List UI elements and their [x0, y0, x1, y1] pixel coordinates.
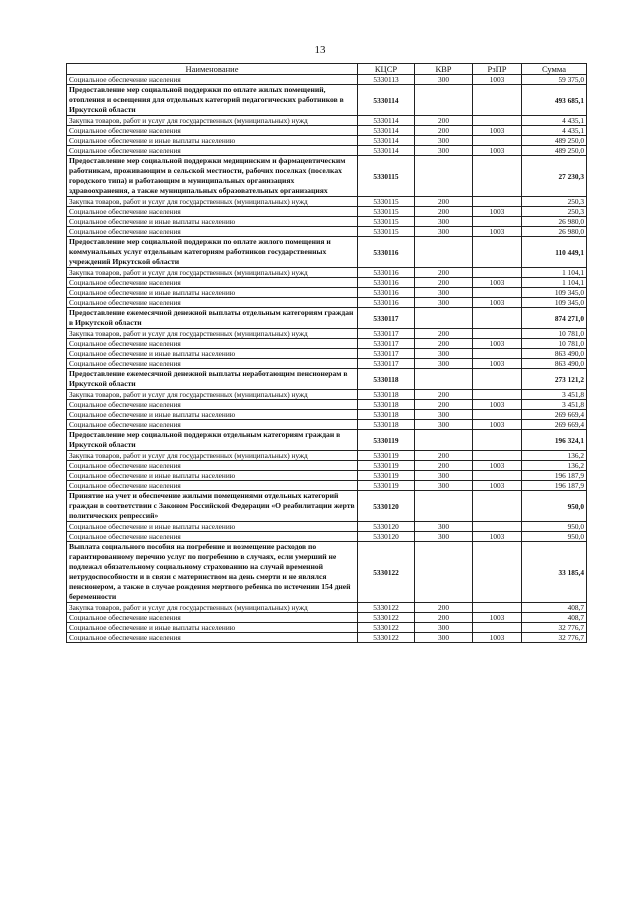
- row-kvr: [415, 369, 473, 390]
- row-kvr: 300: [415, 298, 473, 308]
- table-row: [67, 126, 587, 136]
- table-row: [67, 339, 587, 349]
- table-header-row: [67, 64, 587, 75]
- row-sum: 269 669,4: [522, 420, 587, 430]
- table-row: [67, 420, 587, 430]
- table-row: [67, 237, 587, 268]
- row-name: Социальное обеспечение и иные выплаты населению: [67, 623, 358, 633]
- row-kvr: 200: [415, 461, 473, 471]
- row-kvr: 200: [415, 613, 473, 623]
- row-kvr: [415, 542, 473, 603]
- row-name: Социальное обеспечение и иные выплаты населению: [67, 288, 358, 298]
- row-kcsr: 5330116: [358, 298, 415, 308]
- row-sum: 4 435,1: [522, 126, 587, 136]
- row-sum: 250,3: [522, 197, 587, 207]
- row-kcsr: 5330118: [358, 369, 415, 390]
- row-name: Социальное обеспечение и иные выплаты населению: [67, 349, 358, 359]
- row-kvr: 300: [415, 633, 473, 643]
- row-kcsr: 5330119: [358, 481, 415, 491]
- row-rzpr: [473, 217, 522, 227]
- row-kcsr: 5330114: [358, 116, 415, 126]
- row-rzpr: 1003: [473, 461, 522, 471]
- table-row: [67, 136, 587, 146]
- row-kvr: 300: [415, 623, 473, 633]
- row-rzpr: 1003: [473, 532, 522, 542]
- row-kcsr: 5330115: [358, 197, 415, 207]
- table-row: [67, 451, 587, 461]
- row-rzpr: [473, 308, 522, 329]
- row-kvr: 200: [415, 278, 473, 288]
- row-rzpr: 1003: [473, 146, 522, 156]
- row-kvr: 300: [415, 75, 473, 85]
- table-row: [67, 227, 587, 237]
- row-rzpr: [473, 116, 522, 126]
- table-row: [67, 410, 587, 420]
- row-kvr: 200: [415, 329, 473, 339]
- row-kvr: [415, 308, 473, 329]
- table-row: [67, 75, 587, 85]
- row-rzpr: [473, 288, 522, 298]
- row-kvr: 300: [415, 522, 473, 532]
- budget-table: [66, 63, 587, 643]
- row-name: Закупка товаров, работ и услуг для государственных (муниципальных) нужд: [67, 268, 358, 278]
- table-row: [67, 278, 587, 288]
- row-kvr: 200: [415, 603, 473, 613]
- row-name: Социальное обеспечение и иные выплаты населению: [67, 471, 358, 481]
- row-sum: 269 669,4: [522, 410, 587, 420]
- row-kvr: 300: [415, 349, 473, 359]
- row-kvr: 200: [415, 390, 473, 400]
- header-name: Наименование: [67, 64, 358, 75]
- row-rzpr: [473, 156, 522, 197]
- row-rzpr: [473, 237, 522, 268]
- row-rzpr: [473, 542, 522, 603]
- row-name: Социальное обеспечение населения: [67, 278, 358, 288]
- row-name: Социальное обеспечение населения: [67, 207, 358, 217]
- row-name: Выплата социального пособия на погребение и возмещение расходов по гарантированному перечню услуг по погребению в случаях, если умерший не подлежал обязательному социальному страхованию на случай временной нетрудоспособности и в связи с материнством на день смерти и не являлся пенсионером, а также в случае рождения мертвого ребенка по истечении 154 дней беременности: [67, 542, 358, 603]
- table-row: [67, 633, 587, 643]
- row-rzpr: [473, 136, 522, 146]
- row-name: Социальное обеспечение населения: [67, 532, 358, 542]
- row-name: Социальное обеспечение населения: [67, 298, 358, 308]
- row-kcsr: 5330120: [358, 522, 415, 532]
- table-row: [67, 481, 587, 491]
- row-name: Социальное обеспечение и иные выплаты населению: [67, 136, 358, 146]
- row-name: Предоставление мер социальной поддержки по оплате жилого помещения и коммунальных услуг отдельным категориям работников государственных учреждений Иркутской области: [67, 237, 358, 268]
- row-sum: 950,0: [522, 491, 587, 522]
- row-rzpr: 1003: [473, 339, 522, 349]
- row-kcsr: 5330117: [358, 349, 415, 359]
- row-name: Закупка товаров, работ и услуг для государственных (муниципальных) нужд: [67, 451, 358, 461]
- row-rzpr: 1003: [473, 359, 522, 369]
- row-name: Социальное обеспечение населения: [67, 461, 358, 471]
- row-name: Социальное обеспечение населения: [67, 339, 358, 349]
- row-sum: 10 781,0: [522, 329, 587, 339]
- row-sum: 3 451,8: [522, 390, 587, 400]
- row-name: Предоставление ежемесячной денежной выплаты неработающим пенсионерам в Иркутской области: [67, 369, 358, 390]
- row-kvr: [415, 430, 473, 451]
- row-rzpr: 1003: [473, 227, 522, 237]
- row-sum: 863 490,0: [522, 349, 587, 359]
- row-kvr: 300: [415, 410, 473, 420]
- row-name: Закупка товаров, работ и услуг для государственных (муниципальных) нужд: [67, 390, 358, 400]
- row-kcsr: 5330116: [358, 278, 415, 288]
- table-row: [67, 390, 587, 400]
- table-row: [67, 308, 587, 329]
- row-kvr: 200: [415, 400, 473, 410]
- row-kvr: 200: [415, 197, 473, 207]
- row-rzpr: [473, 451, 522, 461]
- row-name: Социальное обеспечение населения: [67, 613, 358, 623]
- row-rzpr: [473, 349, 522, 359]
- row-name: Социальное обеспечение населения: [67, 359, 358, 369]
- row-sum: 26 980,0: [522, 227, 587, 237]
- row-sum: 33 185,4: [522, 542, 587, 603]
- table-row: [67, 471, 587, 481]
- row-rzpr: 1003: [473, 207, 522, 217]
- row-kcsr: 5330119: [358, 451, 415, 461]
- row-rzpr: 1003: [473, 400, 522, 410]
- row-name: Закупка товаров, работ и услуг для государственных (муниципальных) нужд: [67, 116, 358, 126]
- row-kvr: [415, 491, 473, 522]
- row-kvr: 200: [415, 339, 473, 349]
- row-kcsr: 5330116: [358, 237, 415, 268]
- row-kcsr: 5330115: [358, 207, 415, 217]
- row-name: Закупка товаров, работ и услуг для государственных (муниципальных) нужд: [67, 197, 358, 207]
- row-name: Социальное обеспечение населения: [67, 633, 358, 643]
- row-kvr: 300: [415, 288, 473, 298]
- table-row: [67, 85, 587, 116]
- table-row: [67, 197, 587, 207]
- row-sum: 408,7: [522, 603, 587, 613]
- row-sum: 109 345,0: [522, 298, 587, 308]
- row-kvr: [415, 237, 473, 268]
- row-rzpr: 1003: [473, 481, 522, 491]
- table-row: [67, 461, 587, 471]
- row-kcsr: 5330114: [358, 126, 415, 136]
- row-name: Социальное обеспечение и иные выплаты населению: [67, 217, 358, 227]
- row-kvr: 300: [415, 227, 473, 237]
- row-kvr: 300: [415, 146, 473, 156]
- row-kcsr: 5330116: [358, 288, 415, 298]
- table-row: [67, 116, 587, 126]
- row-kvr: [415, 85, 473, 116]
- row-kcsr: 5330117: [358, 329, 415, 339]
- row-rzpr: [473, 197, 522, 207]
- row-rzpr: 1003: [473, 613, 522, 623]
- row-rzpr: [473, 522, 522, 532]
- row-name: Закупка товаров, работ и услуг для государственных (муниципальных) нужд: [67, 329, 358, 339]
- row-name: Социальное обеспечение населения: [67, 420, 358, 430]
- row-kcsr: 5330119: [358, 430, 415, 451]
- row-rzpr: [473, 491, 522, 522]
- row-kcsr: 5330118: [358, 400, 415, 410]
- row-name: Социальное обеспечение и иные выплаты населению: [67, 410, 358, 420]
- row-sum: 10 781,0: [522, 339, 587, 349]
- row-kcsr: 5330118: [358, 390, 415, 400]
- table-row: [67, 623, 587, 633]
- row-kcsr: 5330113: [358, 75, 415, 85]
- table-row: [67, 369, 587, 390]
- table-row: [67, 542, 587, 603]
- row-sum: 32 776,7: [522, 633, 587, 643]
- row-sum: 489 250,0: [522, 146, 587, 156]
- row-sum: 26 980,0: [522, 217, 587, 227]
- row-kcsr: 5330114: [358, 136, 415, 146]
- row-kcsr: 5330117: [358, 359, 415, 369]
- row-rzpr: 1003: [473, 278, 522, 288]
- row-sum: 27 230,3: [522, 156, 587, 197]
- row-kvr: 300: [415, 471, 473, 481]
- table-row: [67, 522, 587, 532]
- row-kvr: 300: [415, 420, 473, 430]
- header-rzpr: РзПР: [473, 64, 522, 75]
- row-name: Социальное обеспечение населения: [67, 126, 358, 136]
- row-name: Предоставление мер социальной поддержки медицинским и фармацевтическим работникам, проживающим в сельской местности, рабочих поселках (поселках городского типа) и работающим в муниципальных организациях здравоохранения, а также муниципальных образовательных организациях: [67, 156, 358, 197]
- table-row: [67, 430, 587, 451]
- row-name: Предоставление мер социальной поддержки по оплате жилых помещений, отопления и освещения для отдельных категорий педагогических работников в Иркутской области: [67, 85, 358, 116]
- row-rzpr: [473, 268, 522, 278]
- row-kcsr: 5330122: [358, 542, 415, 603]
- table-row: [67, 298, 587, 308]
- row-kvr: 300: [415, 136, 473, 146]
- row-name: Социальное обеспечение населения: [67, 75, 358, 85]
- row-sum: 250,3: [522, 207, 587, 217]
- row-kvr: [415, 156, 473, 197]
- table-row: [67, 329, 587, 339]
- row-kcsr: 5330115: [358, 156, 415, 197]
- table-row: [67, 359, 587, 369]
- row-kcsr: 5330118: [358, 420, 415, 430]
- row-name: Принятие на учет и обеспечение жилыми помещениями отдельных категорий граждан в соответствии с Законом Российской Федерации «О реабилитации жертв политических репрессий»: [67, 491, 358, 522]
- row-sum: 59 375,0: [522, 75, 587, 85]
- row-rzpr: 1003: [473, 126, 522, 136]
- table-row: [67, 532, 587, 542]
- table-body: [67, 75, 587, 643]
- row-rzpr: [473, 471, 522, 481]
- header-kcsr: КЦСР: [358, 64, 415, 75]
- row-kcsr: 5330120: [358, 532, 415, 542]
- row-kvr: 300: [415, 217, 473, 227]
- row-sum: 196 324,1: [522, 430, 587, 451]
- row-sum: 136,2: [522, 451, 587, 461]
- row-kvr: 300: [415, 532, 473, 542]
- table-row: [67, 288, 587, 298]
- row-kcsr: 5330122: [358, 623, 415, 633]
- row-kcsr: 5330116: [358, 268, 415, 278]
- row-kvr: 300: [415, 481, 473, 491]
- header-sum: Сумма: [522, 64, 587, 75]
- row-kcsr: 5330122: [358, 603, 415, 613]
- row-sum: 950,0: [522, 522, 587, 532]
- row-kvr: 200: [415, 116, 473, 126]
- row-kvr: 200: [415, 207, 473, 217]
- table-row: [67, 156, 587, 197]
- row-rzpr: [473, 329, 522, 339]
- row-kcsr: 5330115: [358, 227, 415, 237]
- row-rzpr: 1003: [473, 633, 522, 643]
- page-number: 13: [314, 44, 326, 56]
- row-sum: 493 685,1: [522, 85, 587, 116]
- row-sum: 196 187,9: [522, 481, 587, 491]
- row-name: Социальное обеспечение населения: [67, 400, 358, 410]
- row-kcsr: 5330119: [358, 471, 415, 481]
- row-kcsr: 5330122: [358, 613, 415, 623]
- row-sum: 3 451,8: [522, 400, 587, 410]
- row-rzpr: [473, 85, 522, 116]
- header-kvr: КВР: [415, 64, 473, 75]
- row-sum: 273 121,2: [522, 369, 587, 390]
- row-rzpr: [473, 623, 522, 633]
- row-kcsr: 5330117: [358, 339, 415, 349]
- table-row: [67, 603, 587, 613]
- row-rzpr: [473, 603, 522, 613]
- row-sum: 4 435,1: [522, 116, 587, 126]
- row-rzpr: [473, 390, 522, 400]
- row-sum: 489 250,0: [522, 136, 587, 146]
- table-row: [67, 217, 587, 227]
- row-name: Закупка товаров, работ и услуг для государственных (муниципальных) нужд: [67, 603, 358, 613]
- row-sum: 1 104,1: [522, 278, 587, 288]
- row-name: Предоставление мер социальной поддержки отдельным категориям граждан в Иркутской области: [67, 430, 358, 451]
- row-rzpr: [473, 430, 522, 451]
- row-kcsr: 5330122: [358, 633, 415, 643]
- row-rzpr: 1003: [473, 298, 522, 308]
- row-name: Социальное обеспечение и иные выплаты населению: [67, 522, 358, 532]
- row-name: Социальное обеспечение населения: [67, 227, 358, 237]
- row-sum: 863 490,0: [522, 359, 587, 369]
- row-rzpr: 1003: [473, 75, 522, 85]
- row-rzpr: [473, 369, 522, 390]
- row-sum: 196 187,9: [522, 471, 587, 481]
- row-sum: 1 104,1: [522, 268, 587, 278]
- row-sum: 32 776,7: [522, 623, 587, 633]
- row-kcsr: 5330115: [358, 217, 415, 227]
- row-kcsr: 5330114: [358, 146, 415, 156]
- row-kcsr: 5330114: [358, 85, 415, 116]
- table-row: [67, 613, 587, 623]
- row-name: Социальное обеспечение населения: [67, 146, 358, 156]
- row-rzpr: [473, 410, 522, 420]
- row-sum: 874 271,0: [522, 308, 587, 329]
- table-row: [67, 268, 587, 278]
- row-kcsr: 5330117: [358, 308, 415, 329]
- row-name: Социальное обеспечение населения: [67, 481, 358, 491]
- row-sum: 109 345,0: [522, 288, 587, 298]
- row-kcsr: 5330119: [358, 461, 415, 471]
- table-row: [67, 349, 587, 359]
- row-kvr: 200: [415, 126, 473, 136]
- row-sum: 408,7: [522, 613, 587, 623]
- table-row: [67, 491, 587, 522]
- row-kvr: 300: [415, 359, 473, 369]
- row-sum: 136,2: [522, 461, 587, 471]
- row-kvr: 200: [415, 451, 473, 461]
- row-kcsr: 5330120: [358, 491, 415, 522]
- row-kcsr: 5330118: [358, 410, 415, 420]
- row-name: Предоставление ежемесячной денежной выплаты отдельным категориям граждан в Иркутской области: [67, 308, 358, 329]
- row-sum: 110 449,1: [522, 237, 587, 268]
- table-row: [67, 207, 587, 217]
- table-row: [67, 146, 587, 156]
- row-kvr: 200: [415, 268, 473, 278]
- table-row: [67, 400, 587, 410]
- row-sum: 950,0: [522, 532, 587, 542]
- row-rzpr: 1003: [473, 420, 522, 430]
